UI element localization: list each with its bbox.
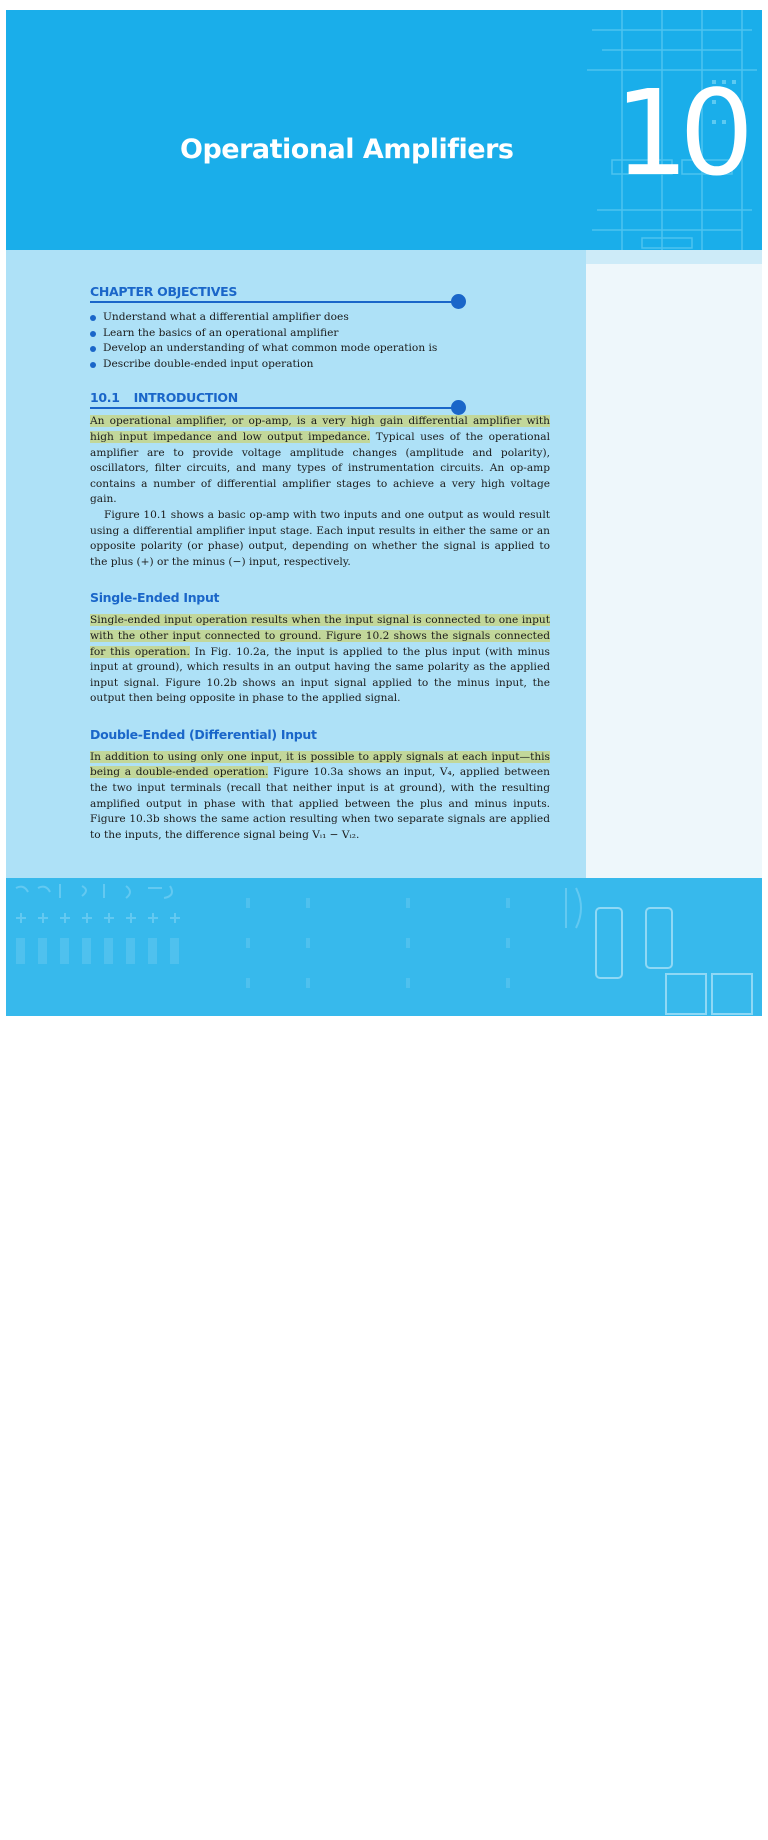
objective-item: Develop an understanding of what common mode operation is (90, 341, 550, 357)
bullet-icon (90, 346, 96, 352)
page-number: 607 (702, 1829, 723, 1840)
footer-band (6, 878, 762, 1840)
main-content (90, 284, 550, 843)
single-ended-heading: Single-Ended Input (90, 590, 220, 606)
highlighted-text: In addition to using only one input, it is possible to apply signals at each input—this being a double-ended operation. (90, 750, 550, 779)
objectives-heading (90, 284, 550, 302)
intro-paragraph-2: Figure 10.1 shows a basic op-amp with two inputs and one output as would result using a differential amplifier input stage. Each input results in either the same or an opposite polarity (or phase) output, depending on whether the signal is applied to the plus (+) or the minus (−) input, respectively. (90, 508, 550, 568)
intro-paragraph-1: An operational amplifier, or op-amp, is a very high gain differential amplifier with high input impedance and low output impedance. Typical uses of the operational amplifier are to provide voltage amplitude changes (amplitude and polarity), oscillators, filter circuits, and many types of instrumentation circuits. An op-amp contains a number of differential amplifier stages to achieve a very high voltage gain. (90, 415, 550, 506)
bullet-icon (90, 331, 96, 337)
intro-heading-text: INTRODUCTION (133, 390, 238, 406)
objectives-heading-text: CHAPTER OBJECTIVES (90, 284, 238, 299)
footer-circuit-graphic (6, 878, 762, 1016)
double-ended-paragraph: In addition to using only one input, it is possible to apply signals at each input—this being a double-ended operation. Figure 10.3a shows an input, V₄, applied between the two input terminals (recall that neither input is at ground), with the resulting amplified output in phase with that applied between the plus and minus inputs. Figure 10.3b shows the same action resulting when two separate signals are applied to the inputs, the difference signal being Vᵢ₁ − Vᵢ₂. (90, 750, 550, 841)
double-ended-heading: Double-Ended (Differential) Input (90, 726, 317, 742)
objective-item: Describe double-ended input operation (90, 357, 550, 373)
heading-rule-dot (451, 400, 466, 415)
bullet-icon (90, 315, 96, 321)
chapter-header (6, 10, 762, 250)
chapter-title: Operational Amplifiers (180, 134, 514, 165)
objectives-list (90, 310, 550, 372)
intro-heading (90, 390, 550, 408)
highlighted-text: An operational amplifier, or op-amp, is a very high gain differential amplifier with high input impedance and low output impedance. (90, 415, 550, 443)
heading-rule-dot (451, 294, 466, 309)
bullet-icon (90, 362, 96, 368)
single-ended-paragraph: Single-ended input operation results when the input signal is connected to one input with the other input connected to ground. Figure 10.2 shows the signals connected for this operation. In Fig. 10.2a, the input is applied to the plus input (with minus input at ground), which results in an output having the same polarity as the applied input signal. Figure 10.2b shows an input signal applied to the minus input, the output then being opposite in phase to the applied signal. (90, 614, 550, 705)
highlighted-text: Single-ended input operation results when the input signal is connected to one input with the other input connected to ground. Figure 10.2 shows the signals connected for this operation. (90, 614, 550, 658)
objective-item: Learn the basics of an operational amplifier (90, 326, 550, 342)
chapter-number: 10 (614, 64, 745, 202)
side-strip (586, 250, 762, 264)
textbook-page (6, 10, 762, 1840)
objective-item: Understand what a differential amplifier does (90, 310, 550, 326)
side-margin (586, 250, 762, 878)
heading-rule (90, 301, 458, 303)
heading-rule (90, 407, 458, 409)
section-number: 10.1 (90, 390, 120, 406)
